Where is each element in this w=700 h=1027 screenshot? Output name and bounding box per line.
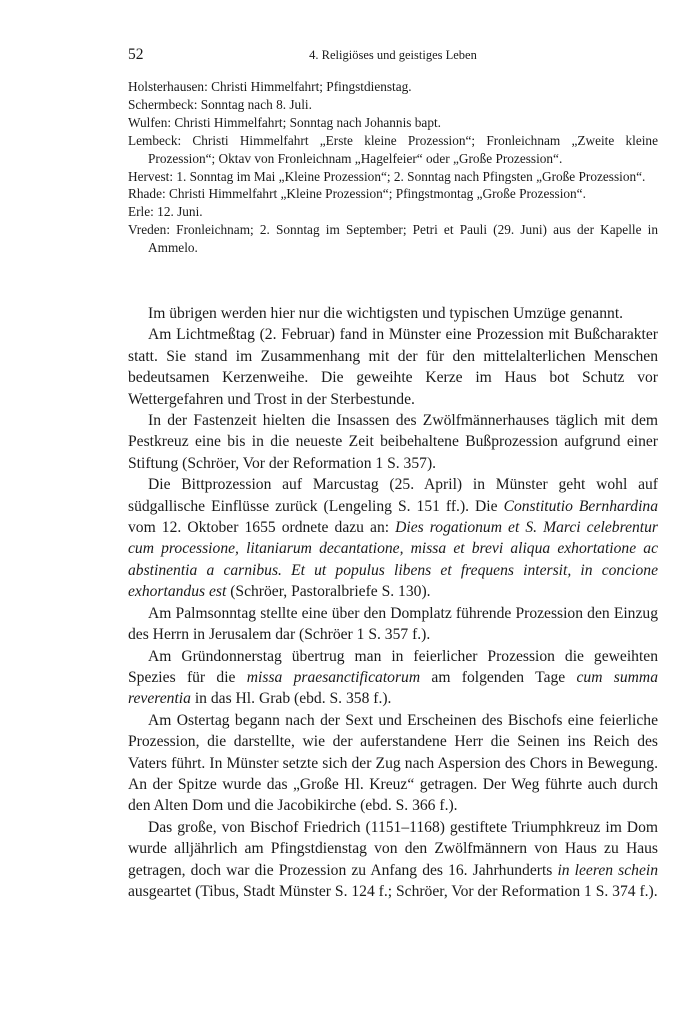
page-number: 52 [128, 46, 144, 63]
place-entry: Schermbeck: Sonntag nach 8. Juli. [128, 96, 312, 112]
page-header [128, 46, 658, 66]
body-paragraph [128, 646, 658, 710]
paragraph-text: Am Ostertag begann nach der Sext und Erscheinen des Bischofs eine feierliche Prozession, die darstellte, wie der auferstandene Herr die Seinen ins Reich des Vaters führt. In Münster setzte sich der Zug nach Aspersion des Chors in Bewegung. An der Spitze wurde das „Große Hl. Kreuz“ getragen. Der Weg führte auch durch den Alten Dom und die Jacobikirche (ebd. S. 366 f.). [128, 711, 658, 815]
place-entry: Rhade: Christi Himmelfahrt „Kleine Prozession“; Pfingstmontag „Große Prozession“. [128, 186, 586, 202]
paragraph-text: In der Fastenzeit hielten die Insassen des Zwölfmännerhauses täglich mit dem Pestkreuz eine bis in die neueste Zeit beibehaltene Bußprozession aufgrund einer Stiftung (Schröer, Vor der Reformation 1 S. 357). [128, 412, 658, 472]
place-entry: Hervest: 1. Sonntag im Mai „Kleine Prozession“; 2. Sonntag nach Pfingsten „Große Prozession“. [128, 168, 646, 184]
paragraph-text: Am Gründonnerstag übertrug man in feierlicher Prozession die geweihten Spezies für die [128, 647, 658, 686]
paragraph-text: Die Bittprozession auf Marcustag (25. April) in Münster geht wohl auf südgallische Einflüsse zurück (Lengeling S. 151 ff.). Die [128, 476, 658, 515]
paragraph-text: Am Lichtmeßtag (2. Februar) fand in Münster eine Prozession mit Bußcharakter statt. Sie stand im Zusammenhang mit der für den mittelalterlichen Menschen bedeutsamen Kerzenweihe. Die geweihte Kerze im Haus bot Schutz vor Wettergefahren und Trost in der Sterbestunde. [128, 326, 658, 408]
paragraph-text: vom 12. Oktober 1655 ordnete dazu an: [128, 519, 396, 537]
paragraph-text: am folgenden Tage [420, 668, 577, 686]
paragraph-text: Im übrigen werden hier nur die wichtigsten und typischen Umzüge genannt. [148, 305, 624, 322]
running-head: 4. Religiöses und geistiges Leben [309, 48, 477, 62]
latin-quote: cum summa reverentia [128, 668, 658, 708]
place-entry: Erle: 12. Juni. [128, 204, 203, 220]
body-text [128, 303, 658, 902]
body-paragraph [128, 324, 658, 410]
body-paragraph [128, 410, 658, 474]
body-paragraph [128, 817, 658, 903]
body-paragraph [128, 710, 658, 817]
paragraph-text: ausgeartet (Tibus, Stadt Münster S. 124 f.; Schröer, Vor der Reformation 1 S. 374 f.). [128, 882, 658, 900]
body-paragraph [128, 603, 658, 646]
body-paragraph [128, 303, 658, 324]
paragraph-text: (Schröer, Pastoralbriefe S. 130). [226, 583, 431, 601]
paragraph-text: Das große, von Bischof Friedrich (1151–1168) gestiftete Triumphkreuz im Dom wurde alljährlich am Pfingstdienstag von den Zwölfmännern von Haus zu Haus getragen, doch war die Prozession zu Anfang des 16. Jahrhunderts [128, 818, 658, 879]
place-entry: Holsterhausen: Christi Himmelfahrt; Pfingstdienstag. [128, 79, 412, 94]
latin-quote: Dies rogationum et S. Marci celebrentur cum processione, litaniarum decantatione, missa et brevi aliqua exhortatione ac abstinentia a carnibus. Et ut populus libens et frequens intersit, in concione exhortandus est [128, 519, 658, 601]
place-entry: Vreden: Fronleichnam; 2. Sonntag im September; Petri et Pauli (29. Juni) aus der Kapelle in Ammelo. [128, 222, 658, 256]
body-paragraph [128, 474, 658, 602]
latin-quote: Constitutio Bernhardina [503, 497, 659, 515]
place-entry: Lembeck: Christi Himmelfahrt „Erste kleine Prozession“; Fronleichnam „Zweite kleine Prozession“; Oktav von Fronleichnam „Hagelfeier“ oder „Große Prozession“. [128, 132, 658, 166]
latin-quote: in leeren schein [557, 861, 658, 879]
paragraph-text: in das Hl. Grab (ebd. S. 358 f.). [190, 690, 392, 708]
paragraph-text: Am Palmsonntag stellte eine über den Domplatz führende Prozession den Einzug des Herrn in Jerusalem dar (Schröer 1 S. 357 f.). [128, 604, 658, 644]
place-entry: Wulfen: Christi Himmelfahrt; Sonntag nach Johannis bapt. [128, 114, 441, 130]
latin-quote: missa praesanctificatorum [246, 668, 421, 686]
procession-place-list [128, 78, 658, 257]
